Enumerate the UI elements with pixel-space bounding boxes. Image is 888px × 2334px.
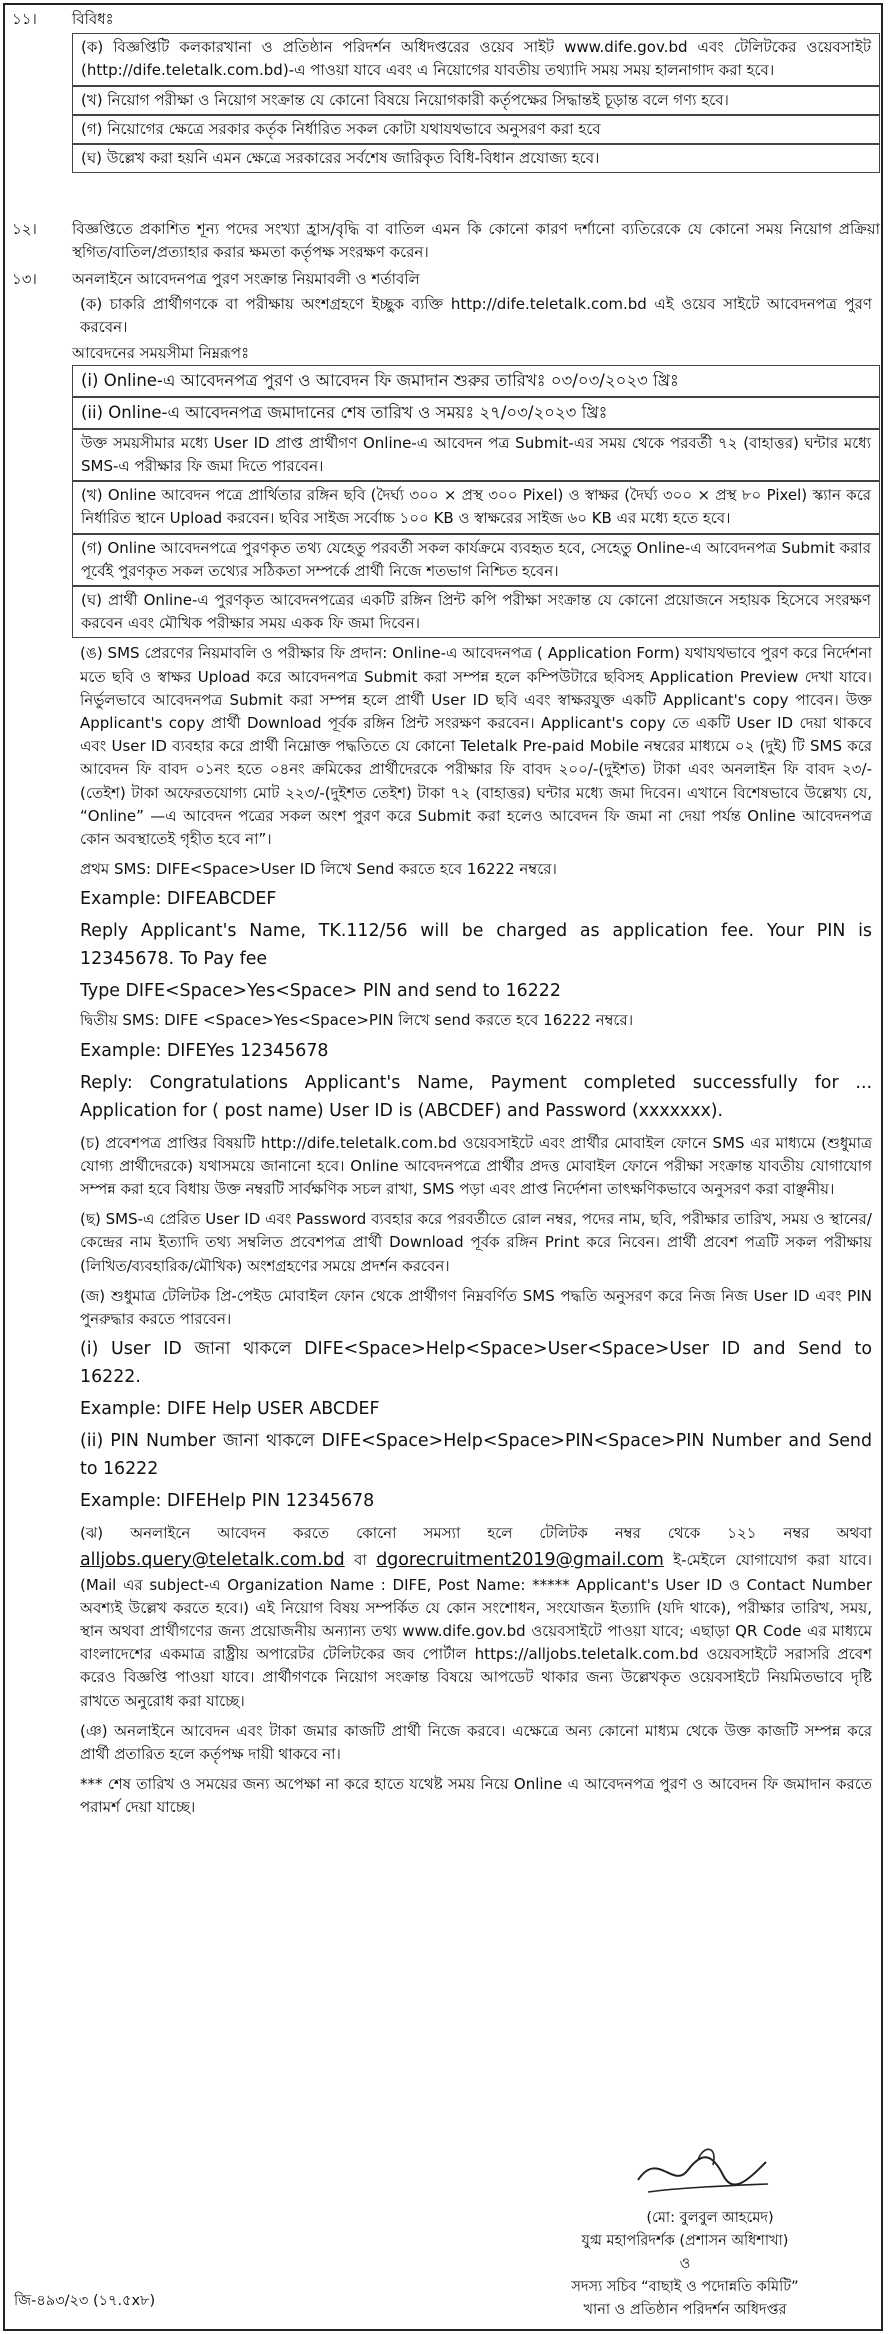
- example-2: Example: DIFEYes 12345678: [80, 1040, 329, 1061]
- section-number: ১৩।: [12, 270, 37, 288]
- example-4: Example: DIFEHelp PIN 12345678: [80, 1491, 375, 1512]
- clause-ja: (জ) শুধুমাত্র টেলিটক প্রি-পেইড মোবাইল ফোন থেকে প্রার্থীগণ নিম্নবর্ণিত SMS পদ্ধতি অনুসরণ করে নিজ নিজ User ID এবং PIN পুনরুদ্ধার করতে পারবেন।: [80, 1286, 872, 1329]
- clause-uma: (ঙ) SMS প্রেরণের নিয়মাবলি ও পরীক্ষার ফি প্রদান: Online-এ আবেদনপত্র ( Application Form) যথাযথভাবে পুরণ করে নির্দেশনা মতে ছবি ও স্বাক্ষর Upload করে আবেদনপত্র Submit করা সম্পন্ন হলে কম্পিউটারে ছবিসহ Application Preview দেখা যাবে। নির্ভুলভাবে আবেদনপত্র Submit করা সম্পন্ন হলে প্রার্থী User ID ছবি এবং স্বাক্ষরযুক্ত একটি Applicant's copy পাবেন। উক্ত Applicant's copy প্রার্থী Download পূর্বক রঙ্গিন প্রিন্ট সংরক্ষণ করবেন। Applicant's copy তে একটি User ID দেয়া থাকবে এবং User ID ব্যবহার করে প্রার্থী নিম্নোক্ত পদ্ধতিতে যে কোনো Teletalk Pre-paid Mobile নম্বরের মাধ্যমে ০২ (দুই) টি SMS করে আবেদন ফি বাবদ ০১নং হতে ০৪নং ক্রমিকের প্রার্থীদেরকে পরীক্ষার ফি বাবদ ২০০/-(দুইশত) টাকা এবং অনলাইন ফি বাবদ ২৩/-(তেইশ) টাকা অফেরতযোগ্য মোট ২২৩/-(দুইশত তেইশ) টাকা ৭২ (বাহাত্তর) ঘন্টার মধ্যে জমা দিবেন। এখানে বিশেষভাবে উল্লেখ্য যে, “Online” —এ আবেদন পত্রের সকল অংশ পুরণ করে Submit করা হলেও আবেদন ফি জমা না দেয়া পর্যন্ত Online আবেদনপত্র কোন অবস্থাতেই গৃহীত হবে না”।: [80, 644, 872, 849]
- clause-chha: (ছ) SMS-এ প্রেরিত User ID এবং Password ব্যবহার করে পরবর্তীতে রোল নম্বর, পদের নাম, ছবি, পরীক্ষার তারিখ, সময় ও স্থানের/কেন্দ্রের নাম ইত্যাদি তথ্য সম্বলিত প্রবেশপত্র প্রার্থী Download পূর্বক রঙ্গিন Print করে নিবেন। প্রার্থী প্রবেশ পত্রটি সকল পরীক্ষায় (লিখিত/ব্যবহারিক/মৌখিক) অংশগ্রহণের সময়ে প্রদর্শন করবেন।: [80, 1210, 872, 1275]
- section-heading: অনলাইনে আবেদনপত্র পুরণ সংক্রান্ত নিয়মাবলী ও শর্তাবলি: [72, 270, 420, 288]
- section-heading: বিবিধঃ: [72, 10, 114, 28]
- signatory-title: যুগ্ম মহাপরিদর্শক (প্রশাসন অধিশাখা): [581, 2233, 789, 2249]
- clause-gha: (ঘ) উল্লেখ করা হয়নি এমন ক্ষেত্রে সরকারের সর্বশেষ জারিকৃত বিধি-বিধান প্রযোজ্য হবে।: [72, 144, 880, 173]
- signature-image: [628, 2140, 778, 2204]
- signatory-member: সদস্য সচিব “বাছাই ও পদোন্নতি কমিটি”: [571, 2279, 799, 2295]
- email-link-dgo[interactable]: dgorecruitment2019@gmail.com: [376, 1549, 664, 1570]
- signatory-office: খানা ও প্রতিষ্ঠান পরিদর্শন অধিদপ্তর: [583, 2302, 787, 2318]
- timeline-heading: আবেদনের সময়সীমা নিম্নরূপঃ: [72, 343, 250, 362]
- clause-cha: (চ) প্রবেশপত্র প্রাপ্তির বিষয়টি http://dife.teletalk.com.bd ওয়েবসাইটে এবং প্রার্থীর মোবাইল ফোনে SMS এর মাধ্যমে (শুধুমাত্র যোগ্য প্রার্থীদেরকে) যথাসময়ে জানানো হবে। Online আবেদনপত্রে প্রার্থীর প্রদত্ত মোবাইল ফোনে পরীক্ষা সংক্রান্ত যাবতীয় যোগাযোগ সম্পন্ন করা হবে বিধায় উক্ত নম্বরটি সার্বক্ষণিক সচল রাখা, SMS পড়া এবং প্রাপ্ত নির্দেশনা তাৎক্ষণিকভাবে অনুসরণ করা বাঞ্ছনীয়।: [80, 1133, 872, 1199]
- sms-first: প্রথম SMS: DIFE<Space>User ID লিখে Send করতে হবে 16222 নম্বরে।: [80, 860, 557, 879]
- clause-ga: (গ) Online আবেদনপত্রে পুরণকৃত তথ্য যেহেতু পরবর্তী সকল কার্যক্রমে ব্যবহৃত হবে, সেহেতু Online-এ আবেদনপত্র Submit করার পূর্বেই পুরণকৃত সকল তথ্যের সঠিকতা সম্পর্কে প্রার্থী নিজে শতভাগ নিশ্চিত হবেন।: [72, 534, 880, 586]
- clause-jha-text-b: বা: [354, 1550, 367, 1569]
- clause-nya: (ঞ) অনলাইনে আবেদন এবং টাকা জমার কাজটি প্রার্থী নিজে করবে। এক্ষেত্রে অন্য কোনো মাধ্যম থেকে উক্ত কাজটি সম্পন্ন করে প্রার্থী প্রতারিত হলে কর্তৃপক্ষ দায়ী থাকবে না।: [80, 1721, 872, 1763]
- clause-kha: (খ) Online আবেদন পত্রে প্রার্থিতার রঙ্গিন ছবি (দৈর্ঘ্য ৩০০ × প্রস্থ ৩০০ Pixel) ও স্বাক্ষর (দৈর্ঘ্য ৩০০ × প্রস্থ ৮০ Pixel) স্ক্যান করে নির্ধারিত স্থানে Upload করবেন। ছবির সাইজ সর্বোচ্চ ১০০ KB ও স্বাক্ষরের সাইজ ৬০ KB এর মধ্যে হতে হবে।: [72, 481, 880, 533]
- clause-jha: [72, 1520, 880, 1714]
- clause-ka: (ক) চাকরি প্রার্থীগণকে বা পরীক্ষায় অংশগ্রহণে ইচ্ছুক ব্যক্তি http://dife.teletalk.com.bd এই ওয়েব সাইটে আবেদনপত্র পুরণ করবেন।: [80, 295, 872, 337]
- timeline-start: (i) Online-এ আবেদনপত্র পুরণ ও আবেদন ফি জমাদান শুরুর তারিখঃ ০৩/০৩/২০২৩ খ্রিঃ: [72, 365, 880, 397]
- section-number: ১২।: [12, 220, 37, 238]
- pin-recovery: (ii) PIN Number জানা থাকলে DIFE<Space>Help<Space>PIN<Space>PIN Number and Send to 16222: [80, 1431, 872, 1480]
- section-number: ১১।: [12, 10, 37, 28]
- example-1: Example: DIFEABCDEF: [80, 889, 277, 910]
- section-text: বিজ্ঞপ্তিতে প্রকাশিত শূন্য পদের সংখ্যা হ্রাস/বৃদ্ধি বা বাতিল এমন কি কোনো কারণ দর্শানো ব্যতিরেকে যে কোনো সময় নিয়োগ প্রক্রিয়া স্থগিত/বাতিল/প্রত্যাহার করার ক্ষমতা কর্তৃপক্ষ সংরক্ষণ করেন।: [72, 220, 880, 262]
- clause-gha: (ঘ) প্রার্থী Online-এ পুরণকৃত আবেদনপত্রের একটি রঙ্গিন প্রিন্ট কপি পরীক্ষা সংক্রান্ত যে কোনো প্রয়োজনে সহায়ক হিসেবে সংরক্ষণ করবেন এবং মৌখিক পরীক্ষার সময় একক ফি জমা দিবেন।: [72, 586, 880, 638]
- email-link-teletalk[interactable]: alljobs.query@teletalk.com.bd: [80, 1549, 345, 1570]
- clause-jha-text-a: (ঝ) অনলাইনে আবেদন করতে কোনো সমস্যা হলে টেলিটক নম্বর থেকে ১২১ নম্বর অথবা: [80, 1524, 872, 1543]
- userid-recovery: (i) User ID জানা থাকলে DIFE<Space>Help<Space>User<Space>User ID and Send to 16222.: [80, 1339, 872, 1388]
- reply-1: Reply Applicant's Name, TK.112/56 will be charged as application fee. Your PIN is 12345678. To Pay fee: [80, 921, 872, 970]
- signatory-and: ও: [679, 2256, 691, 2272]
- type-instruction: Type DIFE<Space>Yes<Space> PIN and send to 16222: [80, 981, 561, 1002]
- footer-code: জি-৪৯৩/২৩ (১৭.৫x৮): [14, 2293, 156, 2309]
- timeline-note: উক্ত সময়সীমার মধ্যে User ID প্রাপ্ত প্রার্থীগণ Online-এ আবেদন পত্র Submit-এর সময় থেকে পরবর্তী ৭২ (বাহাত্তর) ঘন্টার মধ্যে SMS-এ পরীক্ষার ফি জমা দিতে পারবেন।: [72, 429, 880, 481]
- timeline-end: (ii) Online-এ আবেদনপত্র জমাদানের শেষ তারিখ ও সময়ঃ ২৭/০৩/২০২৩ খ্রিঃ: [72, 397, 880, 429]
- deadline-note: *** শেষ তারিখ ও সময়ের জন্য অপেক্ষা না করে হাতে যথেষ্ট সময় নিয়ে Online এ আবেদনপত্র পুরণ ও আবেদন ফি জমাদান করতে পরামর্শ দেয়া যাচ্ছে।: [80, 1775, 872, 1817]
- example-3: Example: DIFE Help USER ABCDEF: [80, 1399, 380, 1420]
- clause-ga: (গ) নিয়োগের ক্ষেত্রে সরকার কর্তৃক নির্ধারিত সকল কোটা যথাযথভাবে অনুসরণ করা হবে: [72, 115, 880, 144]
- signatory-name: (মো: বুলবুল আহমেদ): [646, 2210, 774, 2226]
- reply-2: Reply: Congratulations Applicant's Name, Payment completed successfully for ... Application for ( post name) User ID is (ABCDEF) and Password (xxxxxxx).: [80, 1072, 872, 1121]
- clause-jha-text-c: ই-মেইলে যোগাযোগ করা যাবে। (Mail এর subject-এ Organization Name : DIFE, Post Name: ***** Applicant's User ID ও Contact Number অবশ্যই উল্লেখ করতে হবে।) এই নিয়োগ বিষয় সম্পর্কিত যে কোন সংশোধন, সংযোজন ইত্যাদি (যদি থাকে), পরীক্ষার তারিখ, সময়, স্থান অথবা প্রার্থীগণের জন্য প্রয়োজনীয় অন্যান্য তথ্য www.dife.gov.bd ওয়েবসাইটে পাওয়া যাবে; এছাড়া QR Code এর মাধ্যমে বাংলাদেশের একমাত্র রাষ্ট্রীয় অপারেটর টেলিটকের জব পোর্টাল https://alljobs.teletalk.com.bd ওয়েবসাইটে সরাসরি প্রবেশ করেও বিজ্ঞপ্তি পাওয়া যাবে। প্রার্থীগণকে নিয়োগ সংক্রান্ত বিষয়ে আপডেট থাকার জন্য উল্লেখকৃত ওয়েবসাইটে নিয়মিতভাবে দৃষ্টি রাখতে অনুরোধ করা যাচ্ছে।: [80, 1550, 872, 1710]
- clause-ka: (ক) বিজ্ঞপ্তিটি কলকারখানা ও প্রতিষ্ঠান পরিদর্শন অধিদপ্তরের ওয়েব সাইট www.dife.gov.bd এবং টেলিটকের ওয়েবসাইট (http://dife.teletalk.com.bd)-এ পাওয়া যাবে এবং এ নিয়োগের যাবতীয় তথ্যাদি সময় সময় হালনাগাদ করা হবে।: [72, 33, 880, 85]
- clause-kha: (খ) নিয়োগ পরীক্ষা ও নিয়োগ সংক্রান্ত যে কোনো বিষয়ে নিয়োগকারী কর্তৃপক্ষের সিদ্ধান্তই চূড়ান্ত বলে গণ্য হবে।: [72, 86, 880, 115]
- sms-second: দ্বিতীয় SMS: DIFE <Space>Yes<Space>PIN লিখে send করতে হবে 16222 নম্বরে।: [80, 1011, 634, 1030]
